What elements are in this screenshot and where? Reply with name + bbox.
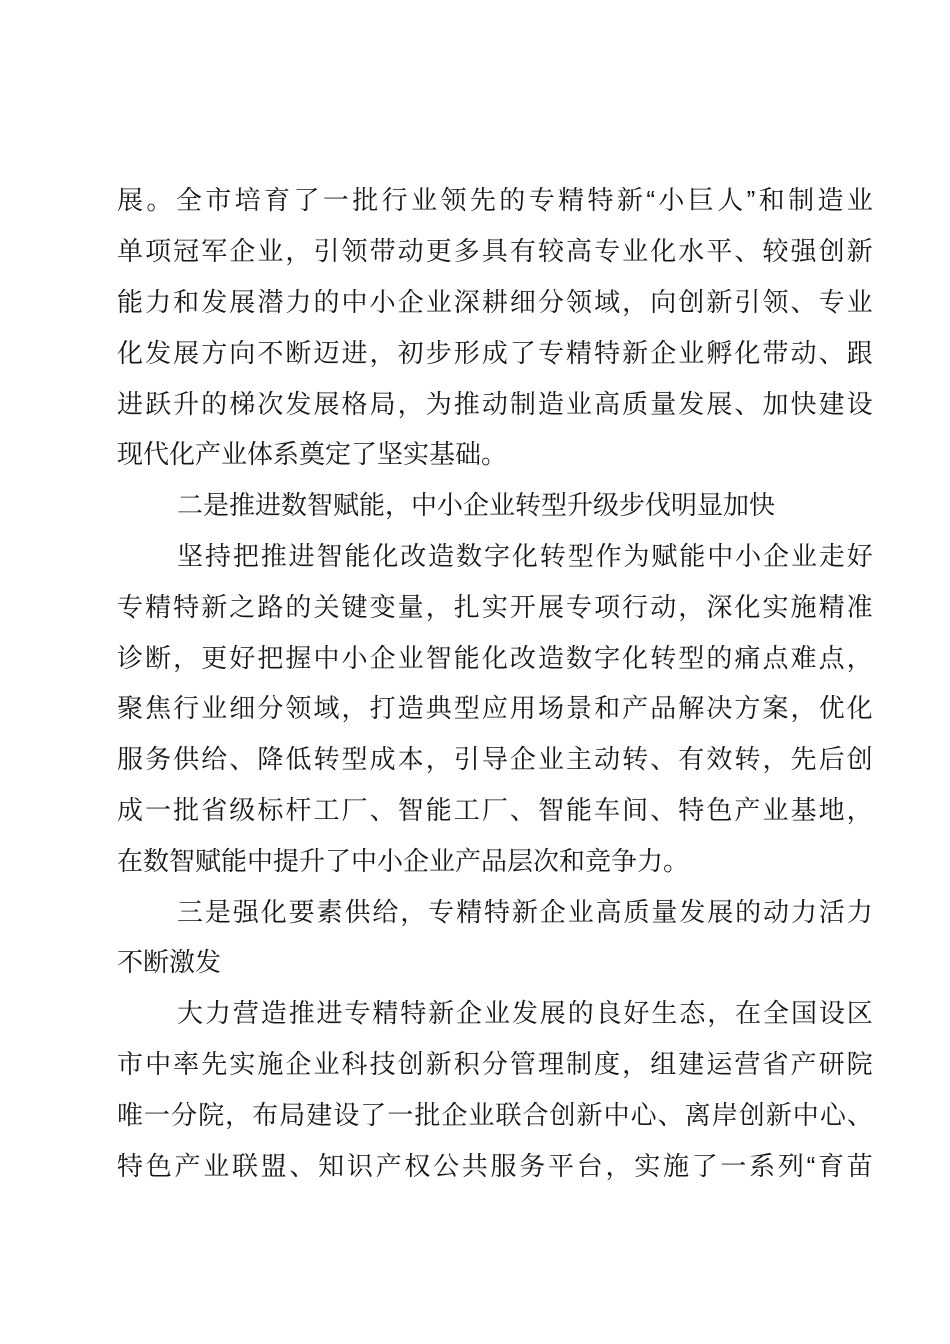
text-line: 三 是 强 化 要 素 供 给 ， 专 精 特 新 企 业 高 质 量 发 展 的 动 力 活 力 <box>177 896 873 927</box>
text-line: 专 精 特 新 之 路 的 关 键 变 量 ， 扎 实 开 展 专 项 行 动 ， 深 化 实 施 精 准 <box>117 591 873 622</box>
text-line: 在数智赋能中提升了中小企业产品层次和竞争力。 <box>117 845 690 876</box>
text-block <box>117 175 873 1191</box>
text-line: 能 力 和 发 展 潜 力 的 中 小 企 业 深 耕 细 分 领 域 ， 向 创 新 引 领 、 专 业 <box>117 286 873 317</box>
text-line: 现代化产业体系奠定了坚实基础。 <box>117 439 508 470</box>
text-line: 坚 持 把 推 进 智 能 化 改 造 数 字 化 转 型 作 为 赋 能 中 小 企 业 走 好 <box>177 540 873 571</box>
text-line: 服 务 供 给 、 降 低 转 型 成 本 ， 引 导 企 业 主 动 转 、 有 效 转 ， 先 后 创 <box>117 744 873 775</box>
text-line: 进 跃 升 的 梯 次 发 展 格 局 ， 为 推 动 制 造 业 高 质 量 发 展 、 加 快 建 设 <box>117 388 873 419</box>
text-line: 诊 断 ， 更 好 把 握 中 小 企 业 智 能 化 改 造 数 字 化 转 型 的 痛 点 难 点 ， <box>117 642 873 673</box>
text-line: 聚 焦 行 业 细 分 领 域 ， 打 造 典 型 应 用 场 景 和 产 品 解 决 方 案 ， 优 化 <box>117 693 873 724</box>
text-line: 成 一 批 省 级 标 杆 工 厂 、 智 能 工 厂 、 智 能 车 间 、 特 色 产 业 基 地 ， <box>117 794 873 825</box>
text-line: 唯 一 分 院 ， 布 局 建 设 了 一 批 企 业 联 合 创 新 中 心 、 离 岸 创 新 中 心 、 <box>117 1099 873 1130</box>
text-line: 二是推进数智赋能，中小企业转型升级步伐明显加快 <box>177 490 776 521</box>
text-line: 大 力 营 造 推 进 专 精 特 新 企 业 发 展 的 良 好 生 态 ， 在 全 国 设 区 <box>177 998 873 1029</box>
text-line: 特 色 产 业 联 盟 、 知 识 产 权 公 共 服 务 平 台 ， 实 施 了 一 系 列 “ 育 苗 <box>117 1150 873 1181</box>
text-line: 展 。 全 市 培 育 了 一 批 行 业 领 先 的 专 精 特 新 “ 小 巨 人 ” 和 制 造 业 <box>117 185 873 216</box>
text-line: 市 中 率 先 实 施 企 业 科 技 创 新 积 分 管 理 制 度 ， 组 建 运 营 省 产 研 院 <box>117 1048 873 1079</box>
text-line: 单 项 冠 军 企 业 ， 引 领 带 动 更 多 具 有 较 高 专 业 化 水 平 、 较 强 创 新 <box>117 236 873 267</box>
text-line: 不断激发 <box>117 947 222 978</box>
text-line: 化 发 展 方 向 不 断 迈 进 ， 初 步 形 成 了 专 精 特 新 企 业 孵 化 带 动 、 跟 <box>117 337 873 368</box>
